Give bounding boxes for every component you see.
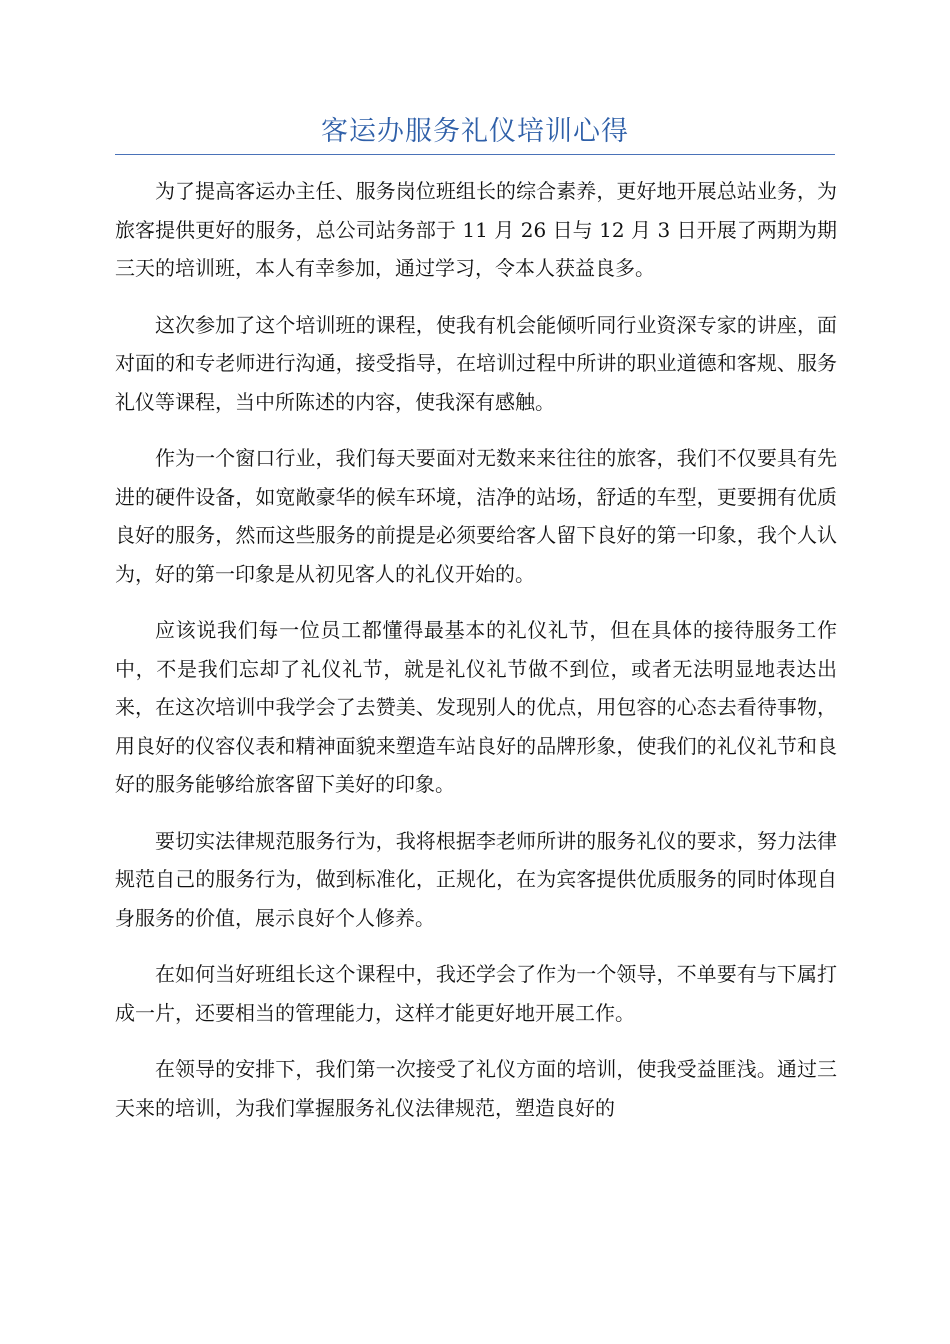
- paragraph-1: 为了提高客运办主任、服务岗位班组长的综合素养，更好地开展总站业务，为旅客提供更好的服务，总公司站务部于 11 月 26 日与 12 月 3 日开展了两期为期三天的培训班，本人有幸参加，通过学习，令本人获益良多。: [115, 179, 837, 280]
- paragraph-6: 在如何当好班组长这个课程中，我还学会了作为一个领导，不单要有与下属打成一片，还要相当的管理能力，这样才能更好地开展工作。: [115, 962, 837, 1025]
- paragraph-7: 在领导的安排下，我们第一次接受了礼仪方面的培训，使我受益匪浅。通过三天来的培训，为我们掌握服务礼仪法律规范，塑造良好的: [115, 1057, 837, 1120]
- document-body: [115, 172, 837, 1145]
- paragraph-5: 要切实法律规范服务行为，我将根据李老师所讲的服务礼仪的要求，努力法律规范自己的服务行为，做到标准化，正规化，在为宾客提供优质服务的同时体现自身服务的价值，展示良好个人修养。: [115, 828, 837, 930]
- document-title: 客运办服务礼仪培训心得: [321, 116, 629, 147]
- paragraph-2: 这次参加了这个培训班的课程，使我有机会能倾听同行业资深专家的讲座，面对面的和专老师进行沟通，接受指导，在培训过程中所讲的职业道德和客规、服务礼仪等课程，当中所陈述的内容，使我深有感触。: [115, 312, 837, 414]
- paragraph-3: 作为一个窗口行业，我们每天要面对无数来来往往的旅客，我们不仅要具有先进的硬件设备，如宽敞豪华的候车环境，洁净的站场，舒适的车型，更要拥有优质良好的服务，然而这些服务的前提是必须要给客人留下良好的第一印象，我个人认为，好的第一印象是从初见客人的礼仪开始的。: [115, 446, 837, 586]
- title-underline: [115, 154, 835, 155]
- paragraph-4: 应该说我们每一位员工都懂得最基本的礼仪礼节，但在具体的接待服务工作中，不是我们忘却了礼仪礼节，就是礼仪礼节做不到位，或者无法明显地表达出来，在这次培训中我学会了去赞美、发现别人的优点，用包容的心态去看待事物，用良好的仪容仪表和精神面貌来塑造车站良好的品牌形象，使我们的礼仪礼节和良好的服务能够给旅客留下美好的印象。: [115, 618, 837, 796]
